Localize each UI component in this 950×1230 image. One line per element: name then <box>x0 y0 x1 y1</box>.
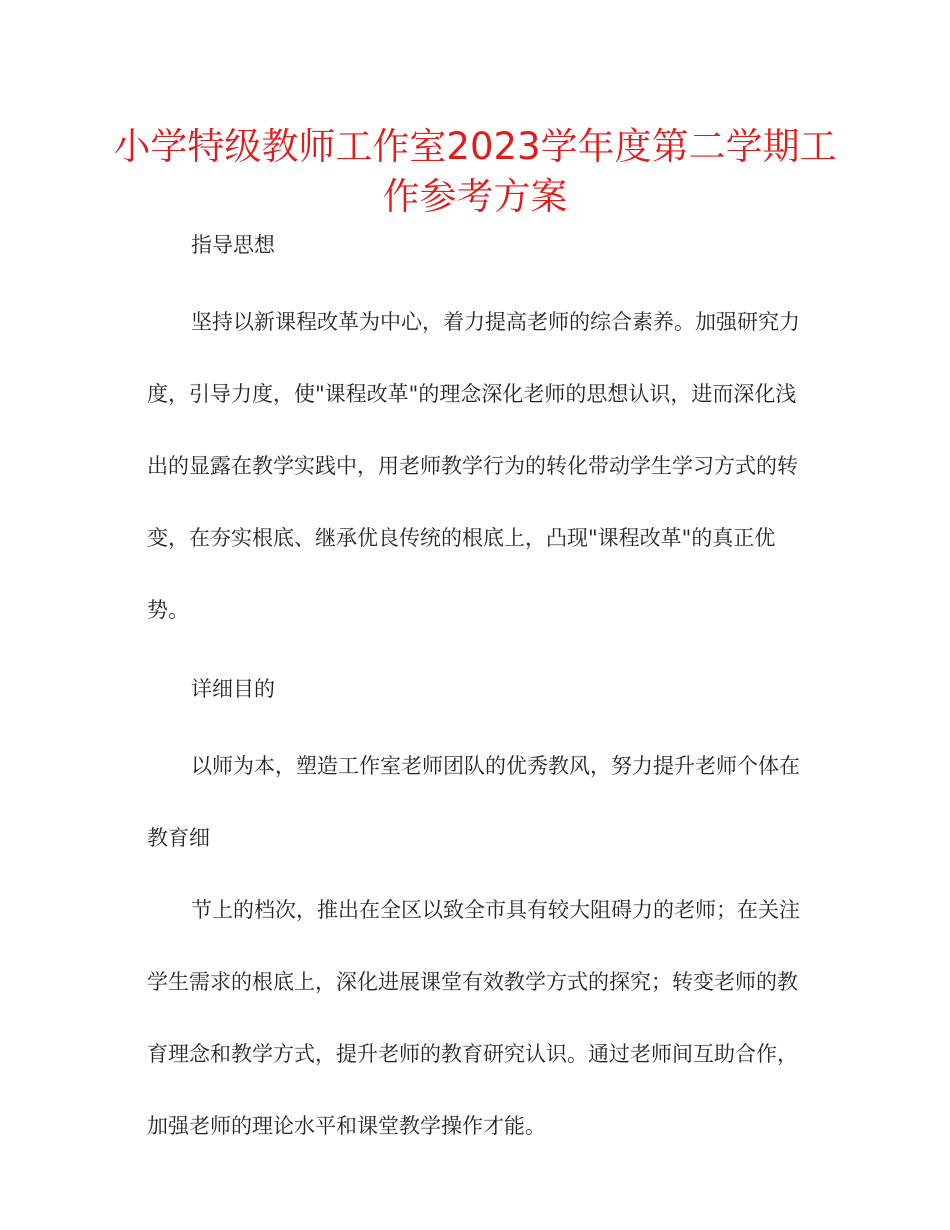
paragraph-goals-1: 以师为本，塑造工作室老师团队的优秀教风，努力提升老师个体在教育细 <box>147 754 800 850</box>
section-heading-specific-goals: 详细目的 <box>191 677 275 701</box>
paragraph-goals-2: 节上的档次，推出在全区以致全市具有较大阻碍力的老师；在关注学生需求的根底上，深化进展课堂有效教学方式的探究；转变老师的教育理念和教学方式，提升老师的教育研究认识。通过老师间互助合作，加强老师的理论水平和课堂教学操作才能。 <box>147 898 800 1138</box>
section-heading-guiding-thought: 指导思想 <box>191 233 275 257</box>
document-body <box>147 220 807 1162</box>
document-title: 小学特级教师工作室2023学年度第二学期工作参考方案 <box>113 125 837 218</box>
paragraph-guiding-thought: 坚持以新课程改革为中心，着力提高老师的综合素养。加强研究力度，引导力度，使"课程改革"的理念深化老师的思想认识，进而深化浅出的显露在教学实践中，用老师教学行为的转化带动学生学习方式的转变，在夯实根底、继承优良传统的根底上，凸现"课程改革"的真正优势。 <box>147 310 800 622</box>
